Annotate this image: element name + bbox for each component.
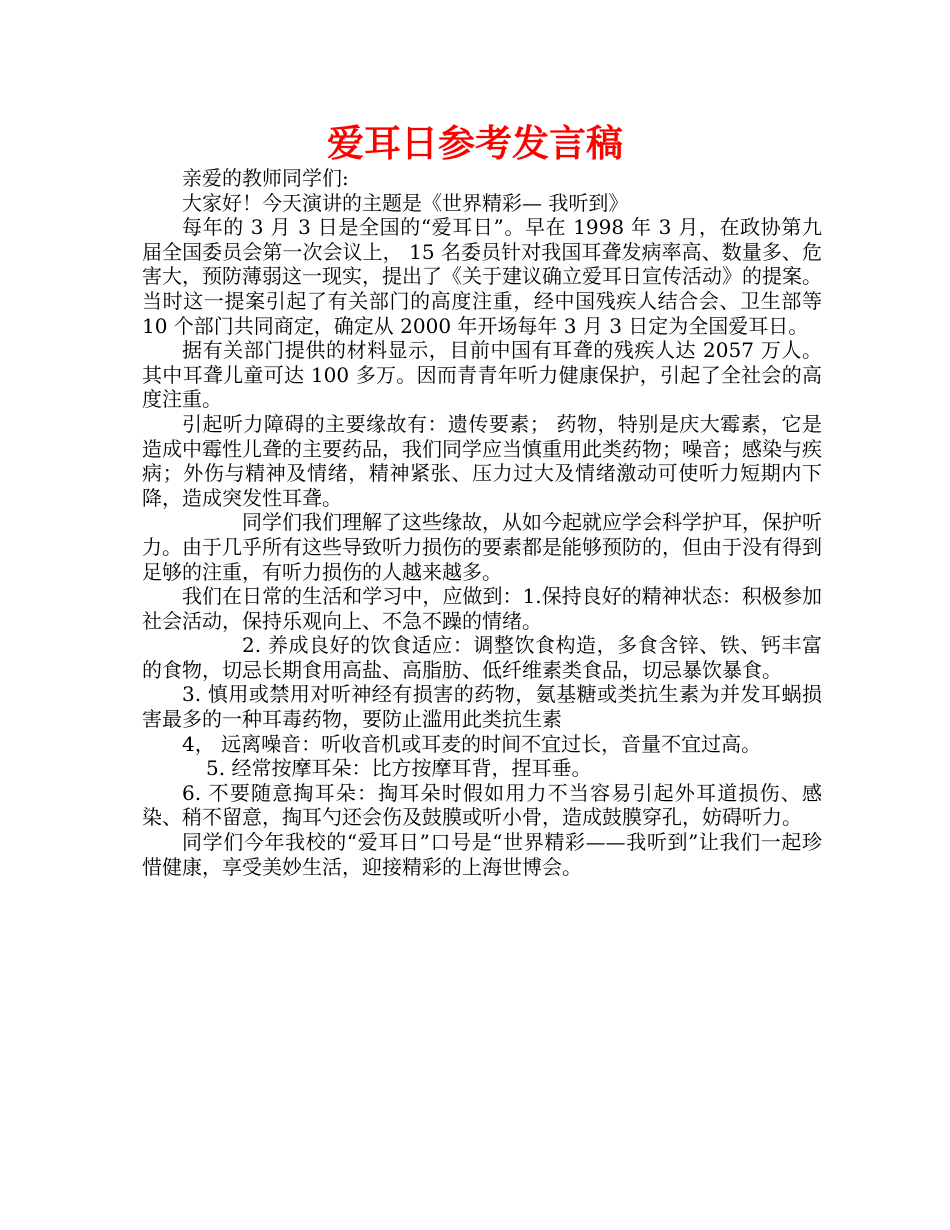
- document-title: 爱耳日参考发言稿: [327, 122, 623, 165]
- paragraph-intro: 大家好！今天演讲的主题是《世界精彩— 我听到》: [182, 190, 629, 215]
- paragraph-tip-2: 2. 养成良好的饮食适应：调整饮食构造，多食含锌、铁、钙丰富的食物，切忌长期食用高盐、高脂肪、低纤维素类食品，切忌暴饮暴食。: [142, 633, 822, 682]
- paragraph-tip-4: 4， 远离噪音：听收音机或耳麦的时间不宜过长，音量不宜过高。: [182, 731, 762, 756]
- paragraph-causes: 引起听力障碍的主要缘故有：遗传要素； 药物，特别是庆大霉素，它是造成中霉性儿聋的主要药品，我们同学应当慎重用此类药物；噪音；感染与疾病；外伤与精神及情绪，精神紧张、压力过大及情绪激动可使听力短期内下降，造成突发性耳聋。: [142, 411, 822, 510]
- paragraph-tip-6: 6. 不要随意掏耳朵：掏耳朵时假如用力不当容易引起外耳道损伤、感染、稍不留意，掏耳勺还会伤及鼓膜或听小骨，造成鼓膜穿孔，妨碍听力。: [142, 780, 822, 830]
- paragraph-greeting: 亲爱的教师同学们:: [182, 166, 349, 190]
- paragraph-prevention: 同学们我们理解了这些缘故，从如今起就应学会科学护耳，保护听力。由于几乎所有这些导致听力损伤的要素都是能够预防的，但由于没有得到足够的注重，有听力损伤的人越来越多。: [142, 510, 822, 584]
- document-body: [142, 166, 822, 879]
- paragraph-tip-5: 5. 经常按摩耳朵：比方按摩耳背，捏耳垂。: [206, 756, 592, 781]
- paragraph-history: 每年的 3 月 3 日是全国的“爱耳日”。早在 1998 年 3 月，在政协第九届全国委员会第一次会议上， 15 名委员针对我国耳聋发病率高、数量多、危害大，预防薄弱这一现实，提出了《关于建议确立爱耳日宣传活动》的提案。当时这一提案引起了有关部门的高度注重，经中国残疾人结合会、卫生部等 10 个部门共同商定，确定从 2000 年开场每年 3 月 3 日定为全国爱耳日。: [142, 215, 822, 338]
- paragraph-closing: 同学们今年我校的“爱耳日”口号是“世界精彩——我听到”让我们一起珍惜健康，享受美妙生活，迎接精彩的上海世博会。: [142, 830, 822, 879]
- paragraph-tip-1: 我们在日常的生活和学习中，应做到：1.保持良好的精神状态：积极参加社会活动，保持乐观向上、不急不躁的情绪。: [142, 584, 822, 633]
- paragraph-statistics: 据有关部门提供的材料显示，目前中国有耳聋的残疾人达 2057 万人。其中耳聋儿童可达 100 多万。因而青青年听力健康保护，引起了全社会的高度注重。: [142, 338, 822, 412]
- paragraph-tip-3: 3. 慎用或禁用对听神经有损害的药物，氨基糖或类抗生素为并发耳蜗损害最多的一种耳毒药物，要防止滥用此类抗生素: [142, 682, 822, 732]
